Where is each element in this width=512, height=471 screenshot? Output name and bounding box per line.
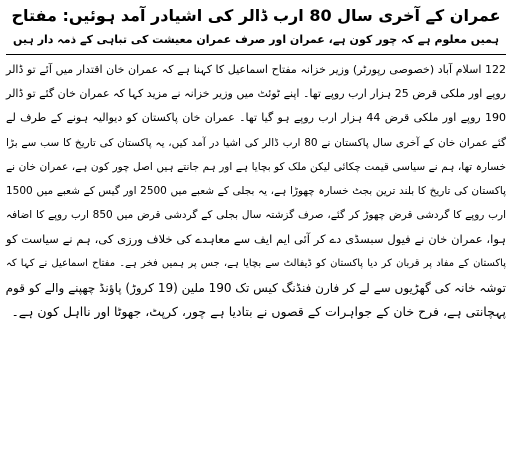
- body-line: پاکستان کے مفاد پر قربان کر دیا پاکستان کو ڈیفالٹ سے بچایا ہے، جس پر ہمیں فخر ہے۔ مفتاح اسماعیل نے کہا کہ: [6, 257, 506, 269]
- body-line: پاکستان کی تاریخ کا بلند ترین بجٹ خسارہ چھوڑا ہے، یہ بجلی کے شعبے میں 2500 اور گیس کے شعبے میں 1500: [6, 185, 507, 198]
- body-line: خسارہ تھا، ہم نے سیاسی قیمت چکائی لیکن ملک کو بچایا ہے اور ہم جانتے ہیں اصل چور کون ہے، عمران خان نے: [6, 160, 506, 173]
- body-line: 190 روپے اور ملکی قرض 44 ہزار ارب روپے ہو گیا تھا۔ عمران خان پاکستان کو دیوالیہ ہونے کے طرف لے: [6, 111, 506, 125]
- article-body: [6, 58, 506, 324]
- headline-divider: [6, 54, 506, 55]
- body-line: ارب روپے کا گردشی قرض چھوڑ کر گئے، صرف گزشتہ سال بجلی کے گردشی قرض میں 850 ارب روپے کا اضافہ: [6, 209, 506, 222]
- body-line: روپے اور ملکی قرض 25 ہزار ارب روپے تھا۔ اپنے ٹوئٹ میں وزیر خزانہ نے مزید کہا کہ عمران خان گئے تو ڈالر: [6, 87, 506, 101]
- body-line: 122 اسلام آباد (خصوصی رپورٹر) وزیر خزانہ مفتاح اسماعیل کا کہنا ہے کہ عمران خان اقتدار میں آئے تو ڈالر: [6, 63, 506, 76]
- body-line: توشہ خانہ کی گھڑیوں سے لے کر فارن فنڈنگ کیس تک 190 ملین (19 کروڑ) پاؤنڈ چھپنے والے کو قوم: [5, 280, 506, 295]
- body-line: ہوا، عمران خان نے فیول سبسڈی دے کر آئی ایم ایف سے معاہدے کی خلاف ورزی کی، ہم نے سیاست کو: [6, 232, 506, 247]
- article-subheadline: ہمیں معلوم ہے کہ چور کون ہے، عمران اور صرف عمران معیشت کی تباہی کے ذمہ دار ہیں: [13, 33, 499, 46]
- body-line: پہچانتی ہے، فرح خان کے جواہرات کے قصوں نے بتادیا ہے چور، کرپٹ، جھوٹا اور نااہل کون ہے۔: [11, 304, 506, 320]
- article-headline: عمران کے آخری سال 80 ارب ڈالر کی اشیادر آمد ہوئیں: مفتاح: [11, 6, 501, 25]
- body-line: گئے عمران خان کے آخری سال پاکستان نے 80 ارب ڈالر کی اشیا در آمد کیں، یہ پاکستان کی تاریخ کا سب سے بڑا: [6, 136, 506, 149]
